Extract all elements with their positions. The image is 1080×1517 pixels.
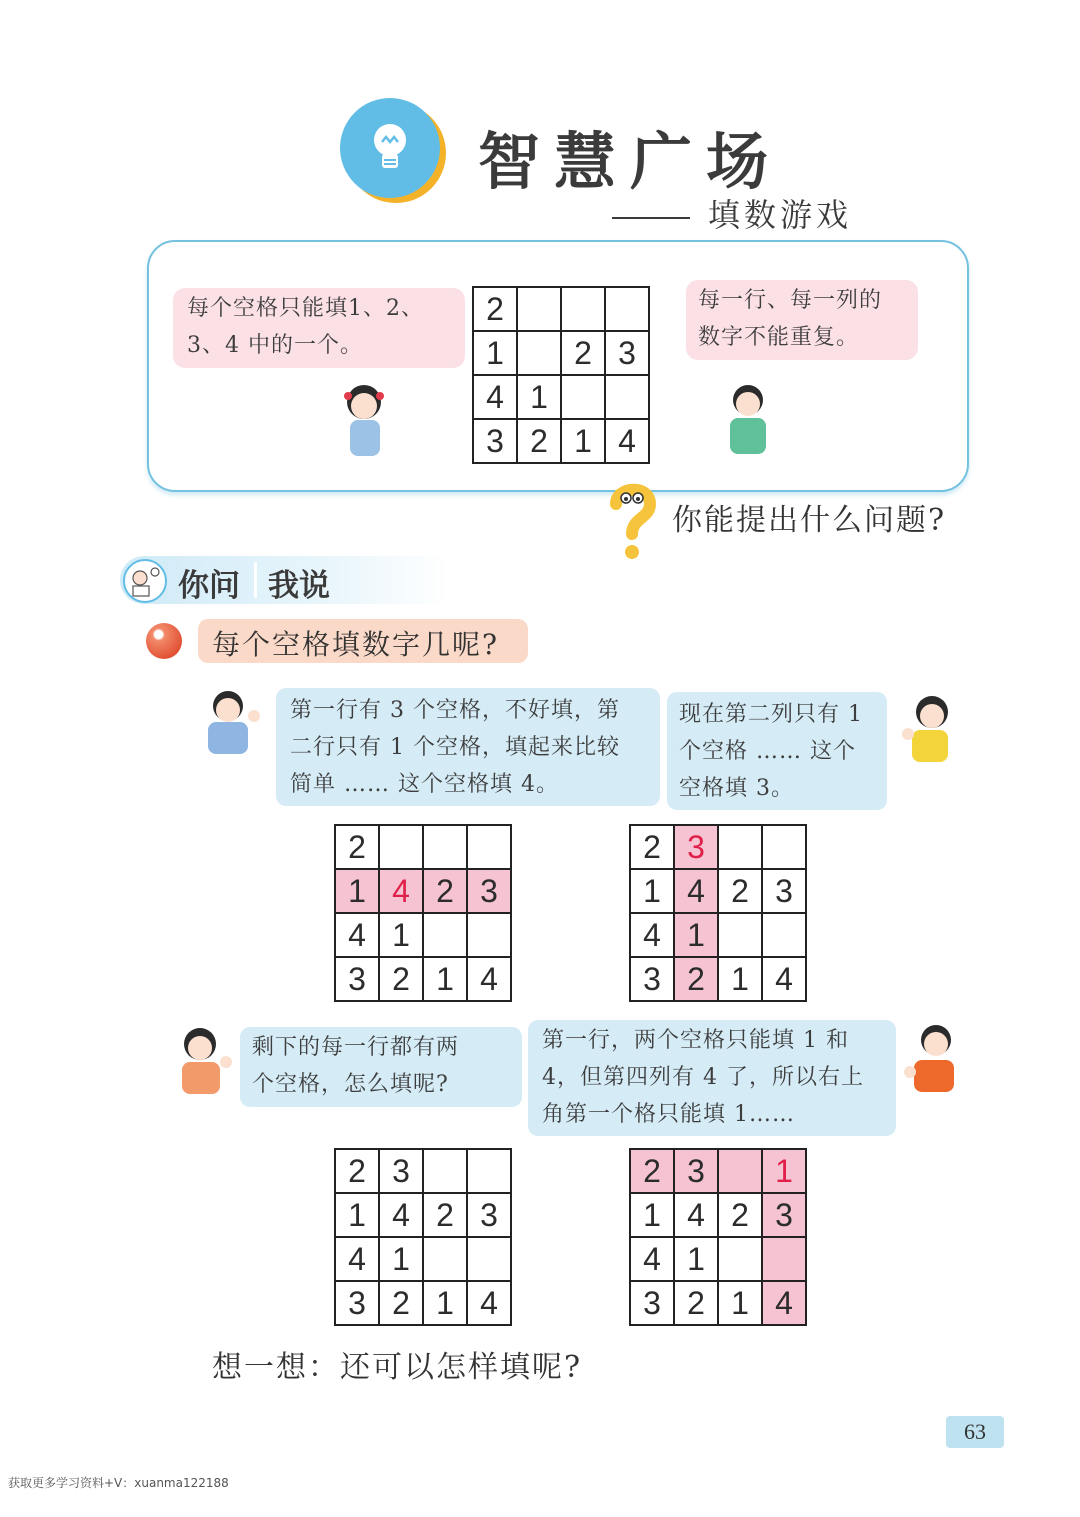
grid-cell: [718, 1149, 762, 1193]
grid-cell: 3: [630, 957, 674, 1001]
grid-cell: 4: [762, 1281, 806, 1325]
girl-speech-bubble: 每个空格只能填1、2、 3、4 中的一个。: [173, 288, 465, 368]
question-prompt: 你能提出什么问题?: [672, 503, 947, 538]
grid-cell: 3: [379, 1149, 423, 1193]
grid-cell: 1: [379, 913, 423, 957]
grid-cell: 4: [335, 1237, 379, 1281]
grid-cell: [517, 287, 561, 331]
grid-cell: 4: [473, 375, 517, 419]
grid-cell: [718, 1237, 762, 1281]
grid-cell: [718, 913, 762, 957]
grid-cell: [762, 1237, 806, 1281]
grid-cell: 2: [718, 869, 762, 913]
grid-cell: [762, 913, 806, 957]
grid-cell: 2: [379, 957, 423, 1001]
reading-kids-icon: [122, 558, 168, 604]
grid-cell: 4: [467, 1281, 511, 1325]
lightbulb-icon: [368, 120, 412, 176]
grid-cell: 1: [718, 957, 762, 1001]
grid-cell: [467, 913, 511, 957]
grid-cell: 1: [423, 957, 467, 1001]
grid-cell: 1: [335, 1193, 379, 1237]
grid-cell: 2: [630, 1149, 674, 1193]
bullet-ball-icon: [146, 623, 182, 659]
girl-illustration: [170, 1022, 236, 1096]
grid-cell: 1: [630, 869, 674, 913]
grid-cell: 3: [605, 331, 649, 375]
lightbulb-badge: [340, 98, 440, 198]
grid-cell: 1: [674, 913, 718, 957]
grid-cell-new: 4: [379, 869, 423, 913]
grid-cell: 1: [718, 1281, 762, 1325]
section-label-say: 我说: [268, 568, 330, 604]
boy-speech-bubble: 每一行、每一列的 数字不能重复。: [686, 280, 918, 360]
grid-cell: 4: [605, 419, 649, 463]
girl-speech-bubble: 剩下的每一行都有两 个空格，怎么填呢?: [240, 1027, 522, 1107]
grid-cell: 1: [561, 419, 605, 463]
section-header: [120, 556, 450, 604]
grid-cell: 2: [473, 287, 517, 331]
grid-cell: [467, 1237, 511, 1281]
grid-cell: [467, 825, 511, 869]
grid-cell-new: 1: [762, 1149, 806, 1193]
think-prompt: 想一想：还可以怎样填呢?: [212, 1350, 583, 1385]
grid-cell: 3: [467, 869, 511, 913]
grid-cell: [467, 1149, 511, 1193]
grid-cell: 2: [718, 1193, 762, 1237]
grid-cell: 1: [674, 1237, 718, 1281]
grid-cell: [423, 825, 467, 869]
grid-cell: 1: [517, 375, 561, 419]
grid-cell: 4: [630, 1237, 674, 1281]
grid-cell: 3: [630, 1281, 674, 1325]
grid-cell: 2: [674, 1281, 718, 1325]
boy-illustration: [900, 1018, 966, 1094]
grid-cell: 3: [473, 419, 517, 463]
section-label-ask: 你问: [178, 568, 240, 604]
question-mark-icon: [604, 478, 660, 562]
grid-cell: 3: [762, 1193, 806, 1237]
grid-cell: 3: [335, 1281, 379, 1325]
grid-cell: 3: [674, 1149, 718, 1193]
page-title: 智慧广场: [478, 125, 783, 198]
step1-grid-left: [334, 824, 512, 1002]
grid-cell: 1: [335, 869, 379, 913]
grid-cell: 4: [467, 957, 511, 1001]
grid-cell: 2: [561, 331, 605, 375]
boy-illustration: [200, 686, 264, 756]
grid-cell: 2: [423, 1193, 467, 1237]
grid-cell: [379, 825, 423, 869]
grid-cell: [423, 1149, 467, 1193]
grid-cell: [561, 287, 605, 331]
grid-cell: [605, 375, 649, 419]
grid-cell: [762, 825, 806, 869]
page-subtitle: 填数游戏: [612, 190, 852, 236]
boy-illustration: [720, 376, 776, 456]
grid-cell: 3: [762, 869, 806, 913]
step2-grid-right: [629, 1148, 807, 1326]
grid-cell: 1: [473, 331, 517, 375]
grid-cell: 1: [423, 1281, 467, 1325]
grid-cell: 4: [335, 913, 379, 957]
girl-illustration: [898, 690, 964, 764]
grid-cell: 1: [630, 1193, 674, 1237]
section-question: 每个空格填数字几呢?: [212, 628, 500, 661]
section-question-bar: [198, 619, 528, 663]
grid-cell: 1: [379, 1237, 423, 1281]
intro-grid: [472, 286, 650, 464]
step2-grid-left: [334, 1148, 512, 1326]
grid-cell: 2: [379, 1281, 423, 1325]
girl-speech-bubble: 现在第二列只有 1 个空格 …… 这个 空格填 3。: [667, 692, 887, 810]
grid-cell: [423, 1237, 467, 1281]
grid-cell: 4: [630, 913, 674, 957]
grid-cell: 2: [517, 419, 561, 463]
grid-cell-new: 3: [674, 825, 718, 869]
grid-cell: [561, 375, 605, 419]
grid-cell: [423, 913, 467, 957]
step1-grid-right: [629, 824, 807, 1002]
grid-cell: 2: [674, 957, 718, 1001]
grid-cell: [517, 331, 561, 375]
grid-cell: 3: [467, 1193, 511, 1237]
grid-cell: 4: [674, 1193, 718, 1237]
grid-cell: 4: [379, 1193, 423, 1237]
grid-cell: 2: [335, 825, 379, 869]
boy-speech-bubble: 第一行，两个空格只能填 1 和 4，但第四列有 4 了，所以右上 角第一个格只能填 1……: [528, 1020, 896, 1136]
watermark-text: 获取更多学习资料+V：xuanma122188: [8, 1476, 229, 1490]
grid-cell: 2: [630, 825, 674, 869]
grid-cell: 2: [335, 1149, 379, 1193]
grid-cell: 2: [423, 869, 467, 913]
grid-cell: [718, 825, 762, 869]
girl-illustration: [336, 378, 392, 458]
grid-cell: [605, 287, 649, 331]
grid-cell: 4: [674, 869, 718, 913]
boy-speech-bubble: 第一行有 3 个空格，不好填，第 二行只有 1 个空格，填起来比较 简单 …… 这个空格填 4。: [276, 688, 660, 806]
grid-cell: 4: [762, 957, 806, 1001]
grid-cell: 3: [335, 957, 379, 1001]
page-number: 63: [946, 1416, 1004, 1448]
